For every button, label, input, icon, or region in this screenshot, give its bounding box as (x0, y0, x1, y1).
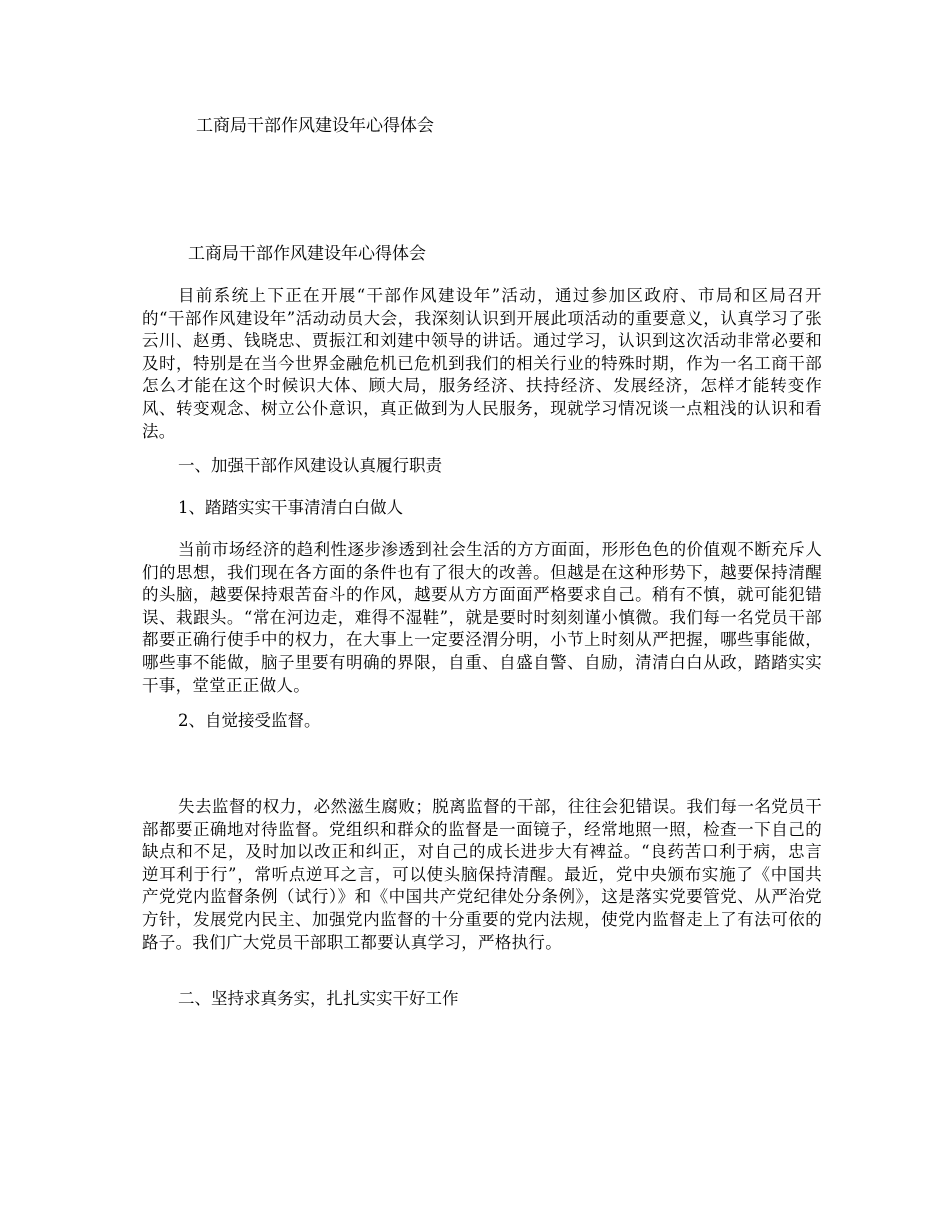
document-title: 工商局干部作风建设年心得体会 (196, 116, 434, 136)
subsection-2-heading: 2、自觉接受监督。 (178, 711, 321, 730)
section-1-heading: 一、加强干部作风建设认真履行职责 (178, 456, 442, 475)
intro-paragraph: 目前系统上下正在开展“干部作风建设年”活动，通过参加区政府、市局和区局召开的“干部作风建设年”活动动员大会，我深刻认识到开展此项活动的重要意义，认真学习了张云川、赵勇、钱晓忠、贾振江和刘建中领导的讲话。通过学习，认识到这次活动非常必要和及时，特别是在当今世界金融危机已危机到我们的相关行业的特殊时期，作为一名工商干部怎么才能在这个时候识大体、顾大局，服务经济、扶持经济、发展经济，怎样才能转变作风、转变观念、树立公仆意识，真正做到为人民服务，现就学习情况谈一点粗浅的认识和看法。 (142, 286, 822, 441)
body-title: 工商局干部作风建设年心得体会 (188, 244, 426, 264)
section-2-heading: 二、坚持求真务实，扎扎实实干好工作 (178, 989, 459, 1008)
subsection-2-paragraph: 失去监督的权力，必然滋生腐败；脱离监督的干部，往往会犯错误。我们每一名党员干部都要正确地对待监督。党组织和群众的监督是一面镜子，经常地照一照，检查一下自己的缺点和不足，及时加以改正和纠正，对自己的成长进步大有裨益。“良药苦口利于病，忠言逆耳利于行”，常听点逆耳之言，可以使头脑保持清醒。最近，党中央颁布实施了《中国共产党党内监督条例（试行）》和《中国共产党纪律处分条例》，这是落实党要管党、从严治党方针，发展党内民主、加强党内监督的十分重要的党内法规，使党内监督走上了有法可依的路子。我们广大党员干部职工都要认真学习，严格执行。 (142, 797, 822, 952)
subsection-1-heading: 1、踏踏实实干事清清白白做人 (178, 498, 403, 517)
subsection-1-paragraph: 当前市场经济的趋利性逐步渗透到社会生活的方方面面，形形色色的价值观不断充斥人们的思想，我们现在各方面的条件也有了很大的改善。但越是在这种形势下，越要保持清醒的头脑，越要保持艰苦奋斗的作风，越要从方方面面严格要求自己。稍有不慎，就可能犯错误、栽跟头。“常在河边走，难得不湿鞋”，就是要时时刻刻谨小慎微。我们每一名党员干部都要正确行使手中的权力，在大事上一定要泾渭分明，小节上时刻从严把握，哪些事能做，哪些事不能做，脑子里要有明确的界限，自重、自盛自警、自励，清清白白从政，踏踏实实干事，堂堂正正做人。 (142, 540, 822, 695)
